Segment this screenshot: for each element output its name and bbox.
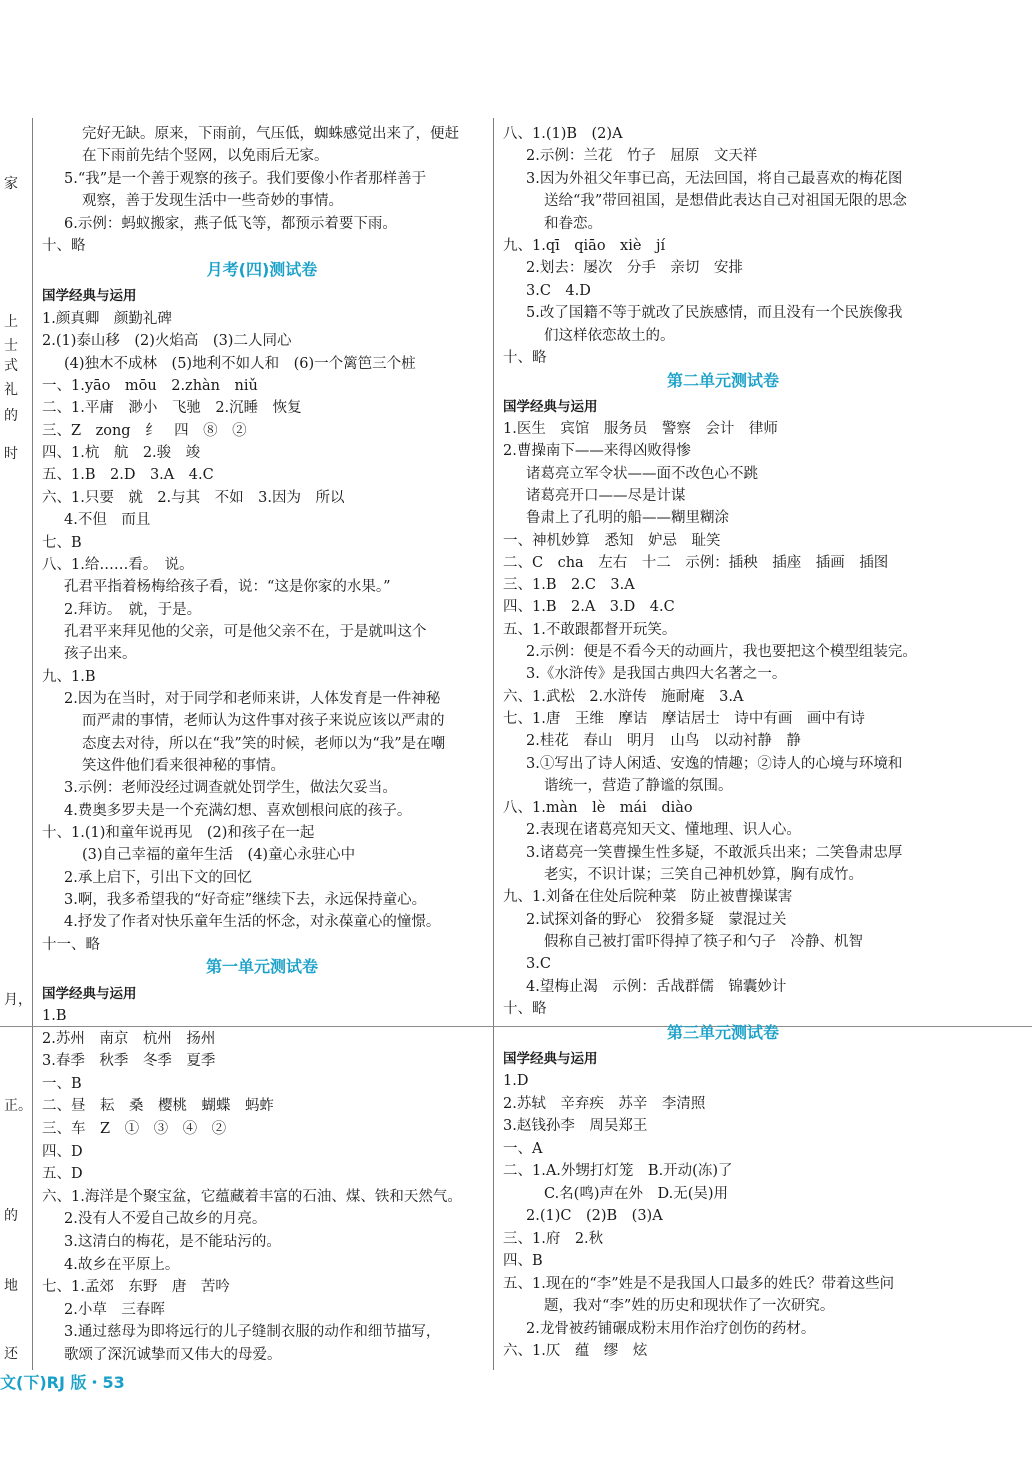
answer-line: 四、B [503, 1253, 543, 1269]
answer-line: 笑这件他们看来很神秘的事情。 [82, 758, 285, 774]
answer-line: 3.①写出了诗人闲适、安逸的情趣；②诗人的心境与环境和 [526, 755, 903, 772]
answer-line: 一、1.yāo mōu 2.zhàn niǔ [42, 378, 258, 395]
answer-line: 2.(1)泰山移 (2)火焰高 (3)二人同心 [42, 333, 292, 350]
answer-line: 3.《水浒传》是我国古典四大名著之一。 [526, 666, 787, 683]
section-title: 月考(四)测试卷 [206, 260, 318, 279]
answer-line: 3.通过慈母为即将远行的儿子缝制衣服的动作和细节描写， [64, 1324, 441, 1341]
answer-line: 十、略 [42, 238, 86, 254]
answer-line: 三、车 Z ① ③ ④ ② [42, 1121, 227, 1137]
answer-line: 完好无缺。原来，下雨前，气压低，蜘蛛感觉出来了，便赶 [82, 126, 459, 142]
answer-line: 2.示例：兰花 竹子 屈原 文天祥 [526, 148, 758, 165]
answer-line: 八、1.(1)B (2)A [503, 126, 623, 142]
clipped-char: 正。 [4, 1098, 32, 1114]
answer-line: 2.苏州 南京 杭州 扬州 [42, 1030, 216, 1047]
answer-line: 2.试探刘备的野心 狡猾多疑 蒙混过关 [526, 911, 787, 928]
page-footer: 文(下)RJ 版・53 [0, 1373, 125, 1392]
answer-line: 九、1.刘备在住处后院种菜 防止被曹操谋害 [503, 889, 793, 906]
answer-line: 而严肃的事情，老师认为这件事对孩子来说应该以严肃的 [82, 713, 445, 730]
answer-line: 4.故乡在平原上。 [64, 1256, 180, 1273]
answer-line: 一、B [42, 1075, 82, 1092]
answer-line: 观察，善于发现生活中一些奇妙的事情。 [82, 193, 343, 210]
answer-line: 3.春季 秋季 冬季 夏季 [42, 1053, 216, 1070]
answer-line: 2.划去：屡次 分手 亲切 安排 [526, 260, 743, 277]
answer-line: 四、1.杭 航 2.骏 竣 [42, 445, 201, 462]
answer-line: (3)自己幸福的童年生活 (4)童心永驻心中 [82, 847, 356, 864]
column-divider-middle [493, 118, 494, 1370]
clipped-char: 上 [4, 314, 18, 330]
answer-line: 3.示例：老师没经过调查就处罚学生，做法欠妥当。 [64, 780, 397, 797]
answer-line: 题，我对“李”姓的历史和现状作了一次研究。 [544, 1298, 835, 1314]
answer-line: 2.桂花 春山 明月 山鸟 以动衬静 静 [526, 733, 801, 750]
answer-line: 二、1.A.外甥打灯笼 B.开动(冻)了 [503, 1163, 733, 1179]
answer-line: 一、A [503, 1140, 543, 1157]
answer-line: 七、1.孟郊 东野 唐 苦吟 [42, 1279, 230, 1296]
clipped-char: 家 [4, 176, 18, 192]
answer-line: 3.因为外祖父年事已高，无法回国，将自己最喜欢的梅花图 [526, 170, 903, 187]
answer-line: 二、1.平庸 渺小 飞驰 2.沉睡 恢复 [42, 400, 302, 417]
clipped-char: 的 [4, 408, 18, 424]
answer-line: 七、B [42, 534, 82, 551]
answer-line: 十一、略 [42, 936, 100, 953]
answer-line: 孔君平指着杨梅给孩子看，说：“这是你家的水果。” [64, 579, 391, 596]
section-subtitle: 国学经典与运用 [42, 288, 137, 304]
answer-line: 在下雨前先结个竖网，以免雨后无家。 [82, 148, 329, 165]
section-title: 第二单元测试卷 [666, 371, 779, 390]
answer-line: 八、1.给……看。 说。 [42, 556, 194, 573]
answer-line: 3.诸葛亮一笑曹操生性多疑，不敢派兵出来；二笑鲁肃忠厚 [526, 844, 903, 861]
answer-line: 六、1.武松 2.水浒传 施耐庵 3.A [503, 688, 744, 705]
answer-line: 三、1.府 2.秋 [503, 1230, 604, 1247]
answer-line: 们这样依恋故土的。 [544, 327, 675, 344]
answer-line: 五、1.现在的“李”姓是不是我国人口最多的姓氏？带着这些问 [503, 1275, 895, 1292]
answer-line: 一、神机妙算 悉知 妒忌 耻笑 [503, 532, 721, 549]
clipped-char: 士 [4, 338, 18, 354]
section-subtitle: 国学经典与运用 [503, 399, 598, 415]
answer-line: 2.没有人不爱自己故乡的月亮。 [64, 1211, 267, 1228]
answer-line: 2.龙骨被药铺碾成粉末用作治疗创伤的药材。 [526, 1320, 816, 1337]
answer-line: 2.小草 三春晖 [64, 1301, 165, 1318]
answer-line: 送给“我”带回祖国，是想借此表达自己对祖国无限的思念 [544, 193, 907, 210]
section-title: 第三单元测试卷 [666, 1023, 779, 1042]
answer-line: 二、C cha 左右 十二 示例：插秧 插座 插画 插图 [503, 554, 889, 571]
answer-line: 四、1.B 2.A 3.D 4.C [503, 599, 675, 616]
answer-line: 态度去对待，所以在“我”笑的时候，老师以为“我”是在嘲 [82, 735, 446, 752]
answer-line: 5.“我”是一个善于观察的孩子。我们要像小作者那样善于 [64, 170, 427, 187]
section-title: 第一单元测试卷 [205, 957, 318, 976]
answer-line: 三、Z zong 纟 四 ⑧ ② [42, 422, 247, 439]
answer-line: 1.B [42, 1008, 67, 1024]
answer-line: 歌颂了深沉诚挚而又伟大的母爱。 [64, 1347, 282, 1363]
answer-line: 1.D [503, 1073, 529, 1089]
answer-line: 四、D [42, 1143, 83, 1160]
answer-line: 2.曹操南下——来得凶败得惨 [503, 443, 691, 460]
answer-line: 老实，不识计谋；三笑自己神机妙算，胸有成竹。 [544, 867, 863, 883]
answer-line: C.名(鸣)声在外 D.无(吴)用 [544, 1185, 729, 1202]
clipped-char: 式 [4, 358, 18, 374]
clipped-char: 礼 [4, 382, 18, 398]
answer-line: 1.颜真卿 颜勤礼碑 [42, 311, 172, 327]
answer-line: 十、1.(1)和童年说再见 (2)和孩子在一起 [42, 825, 315, 842]
section-subtitle: 国学经典与运用 [503, 1051, 598, 1067]
answer-line: 六、1.海洋是个聚宝盆，它蕴藏着丰富的石油、煤、铁和天然气。 [42, 1188, 462, 1205]
answer-line: 九、1.B [42, 668, 96, 685]
answer-line: 6.示例：蚂蚁搬家，燕子低飞等，都预示着要下雨。 [64, 215, 397, 232]
answer-line: 五、1.不敢跟都督开玩笑。 [503, 621, 677, 638]
section-subtitle: 国学经典与运用 [42, 986, 137, 1002]
answer-line: 4.费奥多罗夫是一个充满幻想、喜欢刨根问底的孩子。 [64, 802, 412, 819]
answer-line: 七、1.唐 王维 摩诘 摩诘居士 诗中有画 画中有诗 [503, 710, 865, 727]
column-divider-left [32, 118, 33, 1370]
clipped-left-column [0, 118, 32, 1378]
answer-line: 2.示例：便是不看今天的动画片，我也要把这个模型组装完。 [526, 644, 917, 660]
answer-line: 4.抒发了作者对快乐童年生活的怀念，对永葆童心的憧憬。 [64, 914, 441, 931]
answer-line: 五、D [42, 1166, 83, 1183]
clipped-char: 地 [4, 1278, 18, 1294]
answer-line: 3.这清白的梅花，是不能玷污的。 [64, 1234, 281, 1250]
answer-line: 八、1.màn lè mái diào [503, 800, 693, 817]
answer-line: 十、略 [503, 350, 547, 366]
answer-line: 诸葛亮立军令状——面不改色心不跳 [526, 465, 758, 482]
answer-line: 诸葛亮开口——尽是计谋 [526, 487, 686, 504]
answer-line: 十、略 [503, 1000, 547, 1017]
answer-line: 九、1.qī qiāo xiè jí [503, 238, 666, 254]
answer-line: 孔君平来拜见他的父亲，可是他父亲不在，于是就叫这个 [64, 623, 427, 640]
answer-line: 4.不但 而且 [64, 512, 151, 529]
answer-line: 谐统一，营造了静谧的氛围。 [544, 777, 733, 794]
answer-line: 2.(1)C (2)B (3)A [526, 1208, 663, 1224]
answer-line: (4)独木不成林 (5)地利不如人和 (6)一个篱笆三个桩 [64, 355, 416, 372]
answer-line: 3.C 4.D [526, 282, 591, 299]
clipped-char: 时 [4, 446, 18, 462]
answer-line: 3.C [526, 956, 551, 973]
answer-line: 三、1.B 2.C 3.A [503, 577, 635, 594]
answer-line: 4.望梅止渴 示例：舌战群儒 锦囊妙计 [526, 978, 787, 995]
clipped-char: 还 [4, 1346, 18, 1362]
answer-line: 2.苏轼 辛弃疾 苏辛 李清照 [503, 1095, 706, 1112]
answer-line: 3.啊，我多希望我的“好奇症”继续下去，永远保持童心。 [64, 892, 427, 909]
clipped-char: 月， [4, 992, 32, 1008]
answer-line: 2.承上启下，引出下文的回忆 [64, 869, 252, 886]
answer-line: 五、1.B 2.D 3.A 4.C [42, 467, 214, 484]
clipped-char: 的 [4, 1208, 18, 1224]
answer-line: 2.拜访。 就，于是。 [64, 601, 202, 618]
answer-line: 孩子出来。 [64, 646, 137, 663]
answer-line: 六、1.只要 就 2.与其 不如 3.因为 所以 [42, 489, 345, 506]
answer-line: 2.因为在当时，对于同学和老师来讲，人体发育是一件神秘 [64, 690, 441, 707]
answer-line: 2.表现在诸葛亮知天文、懂地理、识人心。 [526, 822, 801, 839]
answer-line: 1.医生 宾馆 服务员 警察 会计 律师 [503, 421, 778, 437]
answer-line: 二、昼 耘 桑 樱桃 蝴蝶 蚂蚱 [42, 1098, 274, 1115]
answer-line: 5.改了国籍不等于就改了民族感情，而且没有一个民族像我 [526, 305, 903, 322]
answer-line: 六、1.仄 蕴 缪 炫 [503, 1343, 648, 1359]
answer-line: 鲁肃上了孔明的船——糊里糊涂 [526, 510, 729, 527]
answer-line: 假称自己被打雷吓得掉了筷子和勺子 冷静、机智 [544, 933, 863, 950]
answer-line: 和眷恋。 [544, 215, 602, 232]
answer-line: 3.赵钱孙李 周吴郑王 [503, 1118, 648, 1134]
